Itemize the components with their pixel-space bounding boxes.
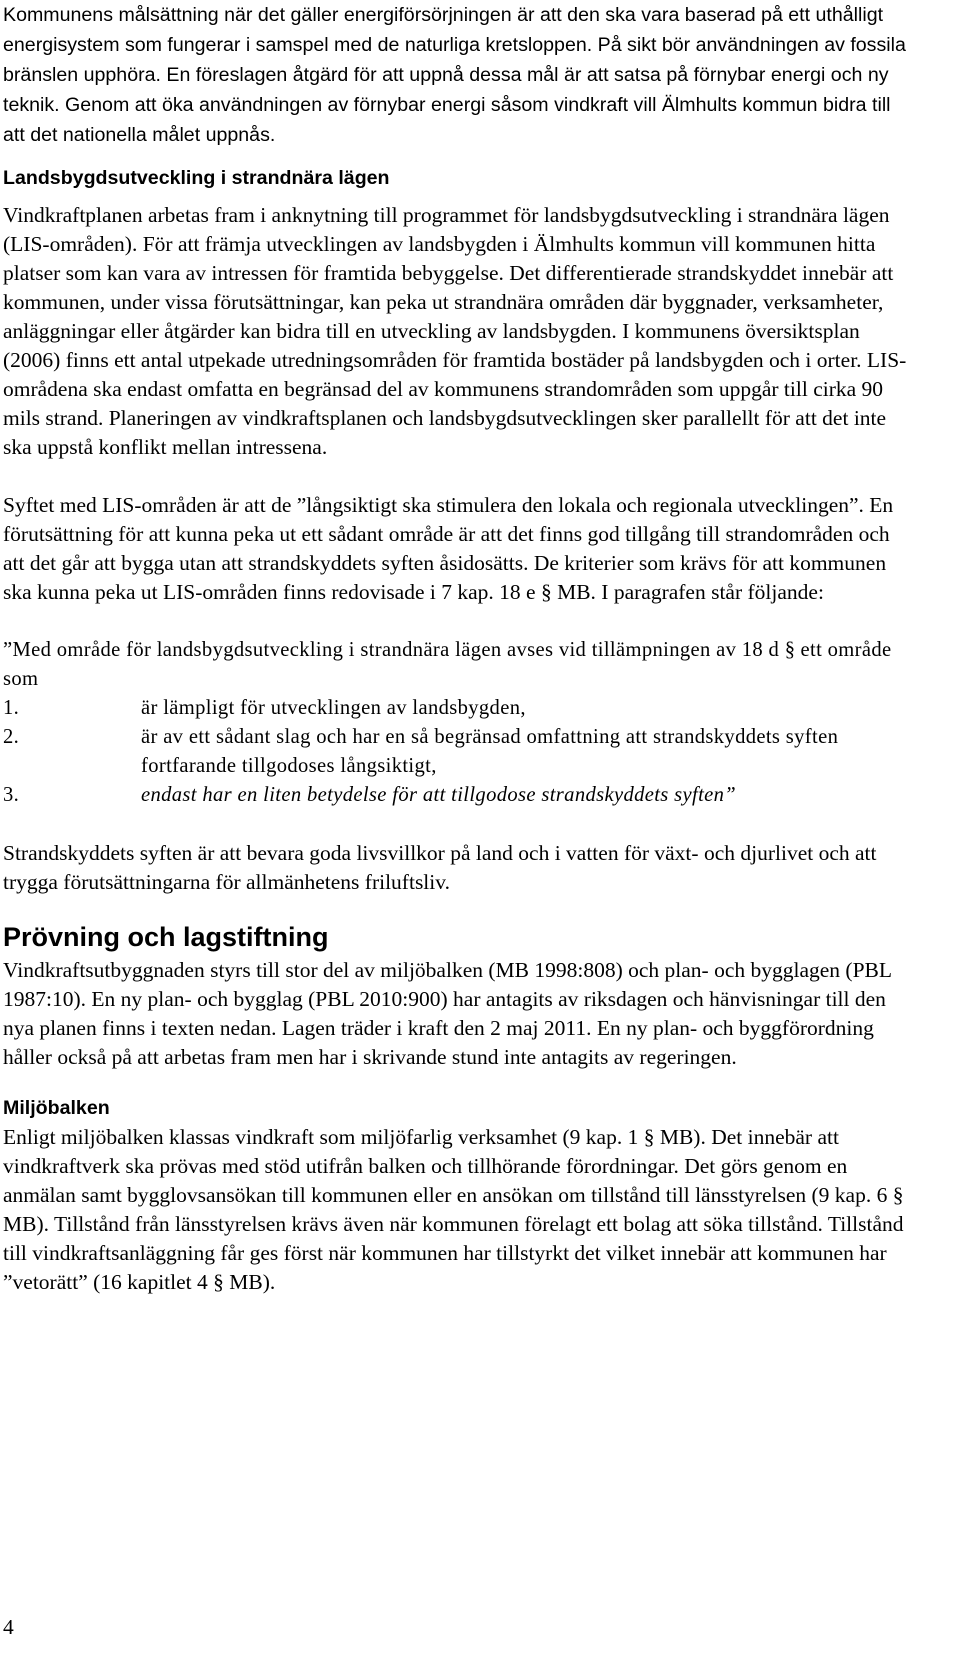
quote-intro bbox=[3, 636, 915, 694]
list-item-text: är av ett sådant slag och har en så begränsad omfattning att strandskyddets syften fortfarande tillgodoses långsiktigt, bbox=[141, 726, 839, 777]
miljobalken-text-mid: MB). Det innebär att vindkraftverk ska prövas med stöd utifrån balken och tillhörande förordningar. Det görs genom en anmälan samt bygglovsansökan till kommunen eller en ansökan om tillstånd till länsstyrelsen (9 kap. 6 bbox=[3, 1125, 888, 1207]
list-item-text: endast har en liten betydelse för att tillgodose strandskyddets syften” bbox=[141, 784, 737, 806]
list-item bbox=[3, 694, 915, 723]
lis-paragraph-2 bbox=[3, 491, 915, 607]
paragraph-sign-icon: § bbox=[892, 1183, 904, 1207]
lis-paragraph-2-start: Syftet med LIS-områden är att de ”långsiktigt ska stimulera den lokala och regionala utvecklingen”. En förutsättning för att kunna peka ut ett sådant område är att det finns god tillgång till strandområden och att det går att bygga utan att strandskyddets syften åsidosätts. De kriterier som krävs för att kommunen ska kunna peka ut LIS-områden finns redovisade i 7 kap. 18 e bbox=[3, 493, 894, 604]
miljobalken-text-mid2: MB). Tillstånd från länsstyrelsen krävs även när kommunen förelagt ett bolag att söka tillstånd. Tillstånd till vindkraftsanläggning får ges först när kommunen har tillstyrkt det vilket innebär att kommunen har ”vetorätt” (16 kapitlet 4 bbox=[3, 1212, 904, 1294]
section-heading-lis: Landsbygdsutveckling i strandnära lägen bbox=[3, 167, 390, 189]
quote-intro-end: ett område som bbox=[3, 639, 892, 690]
list-item-number: 1. bbox=[3, 697, 20, 719]
paragraph-sign-icon: § bbox=[784, 639, 796, 661]
intro-paragraph bbox=[3, 0, 915, 150]
miljobalken-paragraph bbox=[3, 1123, 915, 1297]
paragraph-sign-icon: § bbox=[540, 580, 552, 604]
miljobalken-text-end: MB). bbox=[223, 1270, 276, 1294]
list-item bbox=[3, 723, 915, 781]
paragraph-sign-icon: § bbox=[213, 1270, 224, 1294]
section-heading-miljobalken: Miljöbalken bbox=[3, 1097, 110, 1119]
list-item-text: är lämpligt för utvecklingen av landsbygden, bbox=[141, 697, 526, 719]
page-number: 4 bbox=[3, 1615, 14, 1639]
lis-paragraph-2-end: MB. I paragrafen står följande: bbox=[551, 580, 824, 604]
miljobalken-text-start: Enligt miljöbalken klassas vindkraft som miljöfarlig verksamhet (9 kap. 1 bbox=[3, 1125, 639, 1149]
lis-paragraph-1: Vindkraftplanen arbetas fram i anknytning till programmet för landsbygdsutveckling i strandnära lägen (LIS-områden). För att främja utvecklingen av landsbygden i Älmhults kommun vill kommunen hitta platser som kan vara av intressen för framtida bebyggelse. Det differentierade strandskyddet innebär att kommunen, under vissa förutsättningar, kan peka ut strandnära områden där byggnader, verksamheter, anläggningar eller åtgärder kan bidra till en utveckling av landsbygden. I kommunens översiktsplan (2006) finns ett antal utpekade utredningsområden för framtida bostäder på landsbygden och i orter. LIS-områdena ska endast omfatta en begränsad del av kommunens strandområden som uppgår till cirka 90 mils strand. Planeringen av vindkraftsplanen och landsbygdsutvecklingen sker parallellt för att det inte ska uppstå konflikt mellan intressena. bbox=[3, 203, 907, 459]
list-item-number: 3. bbox=[3, 784, 20, 806]
document-content bbox=[3, 0, 915, 1297]
lis-paragraph-3: Strandskyddets syften är att bevara goda livsvillkor på land och i vatten för växt- och djurlivet och att trygga förutsättningarna för allmänhetens friluftsliv. bbox=[3, 841, 877, 894]
list-item bbox=[3, 781, 915, 810]
intro-text-part1: Kommunens målsättning när det gäller energiförsörjningen är att den ska vara baserad på ett uthålligt energisystem som fungerar i samspel med de naturliga kretsloppen. På sikt bör användningen av fossila bränslen upphöra. En föreslagen åtgärd för att uppnå dessa mål är att satsa på förnybar energi och ny teknik. bbox=[3, 4, 906, 116]
quote-intro-start: ”Med område för landsbygdsutveckling i strandnära lägen avses vid tillämpningen av 18 d bbox=[3, 639, 780, 661]
intro-text-part2: Genom att öka användningen av förnybar energi såsom vindkraft vill Älmhults kommun bidra till att det nationella målet uppnås. bbox=[3, 94, 891, 146]
paragraph-sign-icon: § bbox=[643, 1125, 655, 1149]
provning-paragraph: Vindkraftsutbyggnaden styrs till stor del av miljöbalken (MB 1998:808) och plan- och bygglagen (PBL 1987:10). En ny plan- och bygglag (PBL 2010:900) har antagits av riksdagen och hänvisningar till den nya planen finns i texten nedan. Lagen träder i kraft den 2 maj 2011. En ny plan- och byggförordning håller också på att arbetas fram men har i skrivande stund inte antagits av regeringen. bbox=[3, 958, 892, 1069]
section-heading-provning: Prövning och lagstiftning bbox=[3, 922, 329, 952]
law-quote bbox=[3, 636, 915, 810]
list-item-number: 2. bbox=[3, 726, 20, 748]
